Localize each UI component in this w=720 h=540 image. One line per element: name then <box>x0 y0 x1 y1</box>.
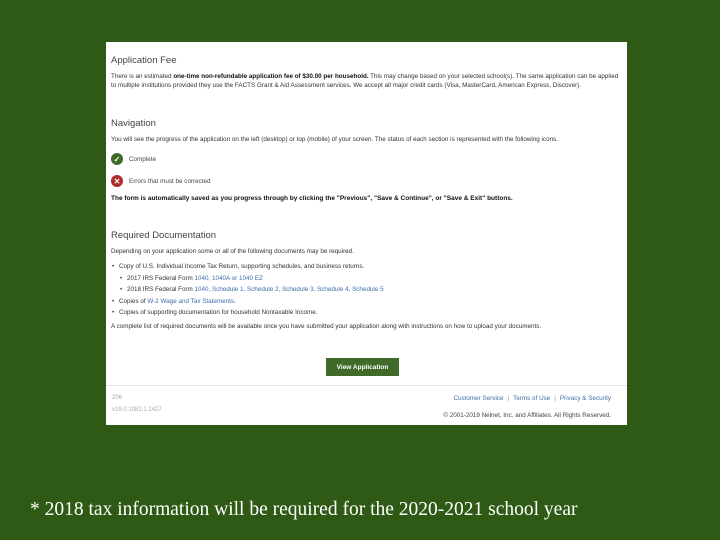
required-documentation-section <box>111 230 619 331</box>
copyright-text: © 2001-2019 Nelnet, Inc. and Affiliates. All Rights Reserved. <box>443 412 611 419</box>
slide-caption: * 2018 tax information will be required for the 2020-2021 school year <box>30 499 578 520</box>
item-text: 2018 IRS Federal Form <box>127 286 195 293</box>
footer-id: 206 <box>112 395 123 401</box>
fee-text-bold: one-time non-refundable application fee of $30.00 per household. <box>173 73 369 80</box>
status-complete-label: Complete <box>129 155 156 163</box>
w2-link[interactable]: W-2 Wage and Tax Statements <box>147 297 235 305</box>
status-error-label: Errors that must be corrected <box>129 177 211 185</box>
list-item <box>111 273 619 285</box>
navigation-text: You will see the progress of the application on the left (desktop) or top (mobile) of your screen. The status of each section is represented with the following icons. <box>111 136 558 143</box>
list-item: • Copy of U.S. Individual Income Tax Return, supporting schedules, and business returns. <box>111 261 619 273</box>
required-documentation-intro: Depending on your application some or all of the following documents may be required. <box>111 248 354 255</box>
footer-links <box>453 395 611 402</box>
error-circle-icon: ✕ <box>111 175 123 187</box>
autosave-note: The form is automatically saved as you progress through by clicking the "Previous", "Save & Continue", or "Save & Exit" buttons. <box>111 195 513 202</box>
list-item: • Copies of supporting documentation for household Nontaxable Income. <box>111 307 619 319</box>
application-panel <box>106 42 627 425</box>
item-text: . <box>234 297 236 305</box>
footer-separator: | <box>507 395 510 402</box>
navigation-section <box>111 118 619 202</box>
customer-service-link[interactable]: Customer Service <box>453 395 504 402</box>
list-item <box>111 284 619 296</box>
required-documentation-closing: A complete list of required documents will be available once you have submitted your application along with instructions on how to upload your documents. <box>111 322 542 330</box>
status-complete-row <box>111 152 619 166</box>
required-documentation-heading: Required Documentation <box>111 230 217 241</box>
check-circle-icon: ✓ <box>111 153 123 165</box>
fee-text-pre: There is an estimated <box>111 73 174 80</box>
application-fee-text <box>111 72 619 90</box>
privacy-security-link[interactable]: Privacy & Security <box>559 395 611 402</box>
application-fee-heading: Application Fee <box>111 55 177 66</box>
form-1040-2018-link[interactable]: 1040, Schedule 1, Schedule 2, Schedule 3, Schedule 4, Schedule 5 <box>194 286 384 293</box>
footer <box>106 385 627 425</box>
footer-separator: | <box>554 395 556 402</box>
terms-of-use-link[interactable]: Terms of Use <box>513 395 551 402</box>
item-text: Copies of <box>119 297 148 305</box>
application-fee-section <box>111 55 619 90</box>
status-error-row <box>111 174 619 188</box>
required-documents-list <box>111 261 619 319</box>
form-1040-2017-link[interactable]: 1040, 1040A or 1040 EZ <box>194 274 263 282</box>
footer-version: v19.0.1081.1.1427 <box>112 407 162 413</box>
list-item <box>111 296 619 308</box>
view-application-button[interactable]: View Application <box>326 358 399 376</box>
navigation-heading: Navigation <box>111 118 156 129</box>
fee-text-post: This may change based on your selected school(s). The same application can be applied to multiple institutions provided they use the FACTS Grant & Aid Assessment services. We accept all major credit cards (Visa, MasterCard, American Express, Discover). <box>111 73 619 89</box>
item-text: 2017 IRS Federal Form <box>127 274 195 282</box>
